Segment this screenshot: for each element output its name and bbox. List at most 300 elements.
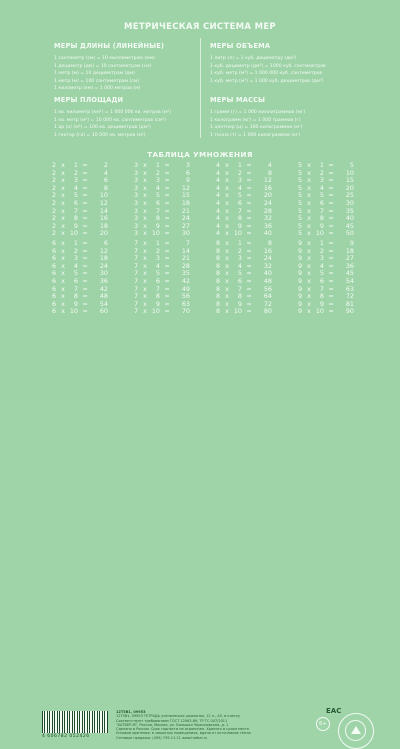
factor: 4: [215, 176, 221, 185]
times-sign: x: [225, 239, 229, 247]
equals-sign: =: [246, 221, 252, 230]
equals-sign: =: [164, 292, 170, 301]
factor: 5: [297, 183, 303, 192]
equals-sign: =: [328, 246, 334, 255]
factor: 8: [319, 292, 324, 301]
equals-sign: =: [246, 292, 252, 301]
mult-column-3: [132, 162, 202, 238]
factor: 6: [51, 261, 57, 270]
factor: 8: [73, 214, 78, 223]
factor: 1: [319, 161, 324, 169]
product: 21: [181, 206, 190, 215]
measure-line: 1 километр (км) = 1 000 метров (м): [54, 86, 141, 92]
equals-sign: =: [328, 284, 334, 293]
factor: 3: [155, 254, 160, 263]
product: 63: [181, 299, 190, 308]
mult-row: [296, 230, 366, 238]
equals-sign: =: [246, 261, 252, 270]
factor: 8: [215, 261, 221, 270]
factor: 5: [319, 269, 324, 278]
times-sign: x: [225, 199, 229, 208]
factor: 7: [133, 246, 139, 255]
equals-sign: =: [246, 183, 252, 192]
factor: 7: [73, 284, 78, 293]
seal-triangle-icon: [351, 726, 361, 734]
product: 35: [181, 269, 190, 278]
product-line: Условия хранения: в закрытых помещениях, вдали от источников тепла: [116, 731, 251, 736]
factor: 3: [155, 176, 160, 185]
times-sign: x: [61, 277, 65, 286]
times-sign: x: [225, 229, 229, 238]
factor: 9: [237, 299, 242, 308]
factor: 6: [51, 284, 57, 293]
equals-sign: =: [82, 246, 88, 255]
factor: 2: [155, 246, 160, 255]
measure-line: 1 куб. метр (м³) = 1 000 000 куб. сантиметров: [210, 71, 323, 77]
factor: 2: [51, 176, 57, 185]
equals-sign: =: [328, 299, 334, 308]
equals-sign: =: [328, 254, 334, 263]
times-sign: x: [307, 277, 311, 286]
factor: 9: [297, 284, 303, 293]
factor: 8: [215, 246, 221, 255]
factor: 3: [133, 183, 139, 192]
times-sign: x: [307, 191, 311, 200]
equals-sign: =: [246, 176, 252, 185]
product: 64: [263, 292, 272, 301]
product: 90: [345, 307, 354, 316]
product: 35: [345, 206, 354, 215]
equals-sign: =: [328, 261, 334, 270]
factor: 7: [155, 284, 160, 293]
factor: 10: [69, 229, 78, 238]
barcode-number: 4 606782 052426: [42, 734, 90, 739]
factor: 5: [297, 221, 303, 230]
equals-sign: =: [82, 254, 88, 263]
times-sign: x: [225, 221, 229, 230]
measure-line: 1 метр (м) = 100 сантиметрам (см): [54, 78, 139, 84]
factor: 5: [297, 161, 303, 169]
times-sign: x: [61, 168, 65, 177]
product: 21: [181, 254, 190, 263]
equals-sign: =: [328, 161, 334, 169]
product-line: Сделано в России. Срок годности не ограничен. Хранить в сухом месте: [116, 727, 249, 732]
factor: 5: [297, 214, 303, 223]
times-sign: x: [61, 292, 65, 301]
factor: 4: [215, 191, 221, 200]
factor: 6: [51, 254, 57, 263]
factor: 4: [237, 261, 242, 270]
product: 8: [267, 168, 272, 177]
product: 18: [99, 254, 108, 263]
equals-sign: =: [82, 191, 88, 200]
factor: 6: [237, 199, 242, 208]
times-sign: x: [225, 254, 229, 263]
times-sign: x: [307, 214, 311, 223]
times-sign: x: [307, 261, 311, 270]
mult-column-6: [50, 240, 120, 316]
times-sign: x: [143, 191, 147, 200]
equals-sign: =: [82, 176, 88, 185]
factor: 6: [73, 277, 78, 286]
equals-sign: =: [164, 176, 170, 185]
factor: 8: [215, 239, 221, 247]
product: 40: [263, 229, 272, 238]
product: 18: [99, 221, 108, 230]
product: 28: [263, 206, 272, 215]
factor: 4: [237, 183, 242, 192]
product: 14: [99, 206, 108, 215]
times-sign: x: [225, 292, 229, 301]
factor: 1: [237, 239, 242, 247]
measure-line: 1 грамм (г) = 1 000 миллиграммов (мг): [210, 110, 306, 115]
product: 36: [263, 221, 272, 230]
factor: 2: [51, 183, 57, 192]
factor: 9: [319, 221, 324, 230]
times-sign: x: [61, 199, 65, 208]
times-sign: x: [143, 246, 147, 255]
mass-measures: [210, 96, 305, 139]
factor: 9: [297, 261, 303, 270]
factor: 3: [73, 254, 78, 263]
factor: 6: [237, 277, 242, 286]
product: 15: [181, 191, 190, 200]
product: 42: [181, 277, 190, 286]
times-sign: x: [143, 261, 147, 270]
product: 50: [345, 229, 354, 238]
factor: 5: [237, 191, 242, 200]
times-sign: x: [143, 299, 147, 308]
times-sign: x: [307, 199, 311, 208]
product: 16: [263, 246, 272, 255]
equals-sign: =: [246, 161, 252, 169]
equals-sign: =: [246, 307, 252, 316]
factor: 4: [215, 214, 221, 223]
factor: 4: [319, 261, 324, 270]
factor: 1: [73, 239, 78, 247]
factor: 6: [51, 239, 57, 247]
equals-sign: =: [246, 199, 252, 208]
times-sign: x: [61, 229, 65, 238]
factor: 6: [51, 307, 57, 316]
product: 16: [99, 214, 108, 223]
times-sign: x: [225, 284, 229, 293]
times-sign: x: [143, 221, 147, 230]
product: 28: [181, 261, 190, 270]
section-divider: [200, 38, 201, 138]
product: 32: [263, 214, 272, 223]
factor: 7: [319, 284, 324, 293]
factor: 3: [319, 176, 324, 185]
equals-sign: =: [246, 229, 252, 238]
times-sign: x: [307, 269, 311, 278]
factor: 2: [51, 206, 57, 215]
factor: 8: [215, 307, 221, 316]
times-sign: x: [143, 284, 147, 293]
factor: 7: [133, 254, 139, 263]
factor: 8: [237, 214, 242, 223]
equals-sign: =: [164, 214, 170, 223]
factor: 4: [215, 199, 221, 208]
area-measures: [54, 96, 171, 139]
equals-sign: =: [164, 307, 170, 316]
equals-sign: =: [82, 199, 88, 208]
product: 24: [263, 254, 272, 263]
factor: 7: [133, 284, 139, 293]
factor: 7: [133, 307, 139, 316]
equals-sign: =: [164, 299, 170, 308]
factor: 3: [237, 176, 242, 185]
factor: 8: [155, 292, 160, 301]
equals-sign: =: [164, 246, 170, 255]
equals-sign: =: [164, 161, 170, 169]
product: 14: [181, 246, 190, 255]
measure-line: 1 ар (а) (м²) = 100 кв. дециметров (дм²): [54, 125, 151, 131]
factor: 4: [215, 168, 221, 177]
times-sign: x: [143, 214, 147, 223]
factor: 3: [133, 168, 139, 177]
factor: 9: [297, 299, 303, 308]
times-sign: x: [225, 307, 229, 316]
product: 27: [345, 254, 354, 263]
product: 54: [99, 299, 108, 308]
product: 5: [349, 161, 354, 169]
product: 3: [185, 161, 190, 169]
factor: 3: [133, 161, 139, 169]
factor: 5: [73, 269, 78, 278]
times-sign: x: [307, 239, 311, 247]
product: 20: [263, 191, 272, 200]
factor: 4: [319, 183, 324, 192]
factor: 10: [151, 229, 160, 238]
times-sign: x: [143, 168, 147, 177]
mult-row: [214, 308, 284, 316]
factor: 7: [319, 206, 324, 215]
factor: 9: [319, 299, 324, 308]
times-sign: x: [225, 277, 229, 286]
times-sign: x: [61, 269, 65, 278]
product: 15: [345, 176, 354, 185]
times-sign: x: [143, 292, 147, 301]
section-heading: МЕРЫ ДЛИНЫ (ЛИНЕЙНЫЕ): [54, 42, 165, 50]
equals-sign: =: [82, 292, 88, 301]
factor: 7: [133, 299, 139, 308]
measure-line: 1 гектар (га) = 10 000 кв. метров (м²): [54, 132, 146, 138]
times-sign: x: [225, 261, 229, 270]
factor: 6: [155, 199, 160, 208]
factor: 6: [155, 277, 160, 286]
mult-row: [296, 308, 366, 316]
equals-sign: =: [164, 239, 170, 247]
measure-line: 1 килограмм (кг) = 1 000 граммов (г): [210, 117, 301, 123]
factor: 1: [319, 239, 324, 247]
factor: 6: [51, 269, 57, 278]
times-sign: x: [225, 191, 229, 200]
factor: 2: [319, 168, 324, 177]
factor: 2: [237, 246, 242, 255]
factor: 8: [319, 214, 324, 223]
equals-sign: =: [164, 206, 170, 215]
times-sign: x: [307, 229, 311, 238]
factor: 9: [297, 239, 303, 247]
product: 4: [267, 161, 272, 169]
section-heading: МЕРЫ МАССЫ: [210, 96, 266, 104]
equals-sign: =: [82, 307, 88, 316]
equals-sign: =: [164, 183, 170, 192]
product: 48: [263, 277, 272, 286]
equals-sign: =: [82, 221, 88, 230]
factor: 7: [237, 284, 242, 293]
factor: 7: [73, 206, 78, 215]
equals-sign: =: [82, 214, 88, 223]
times-sign: x: [61, 246, 65, 255]
product: 30: [99, 269, 108, 278]
product: 30: [181, 229, 190, 238]
factor: 1: [155, 239, 160, 247]
product: 18: [181, 199, 190, 208]
times-sign: x: [225, 246, 229, 255]
mult-column-7: [132, 240, 202, 316]
product: 48: [99, 292, 108, 301]
times-sign: x: [307, 246, 311, 255]
equals-sign: =: [82, 299, 88, 308]
equals-sign: =: [328, 168, 334, 177]
factor: 5: [73, 191, 78, 200]
times-sign: x: [307, 292, 311, 301]
mult-column-9: [296, 240, 366, 316]
product-line: Оптовые продажи: (495) 739-11-11 www.hatber.ru: [116, 735, 208, 740]
factor: 10: [315, 229, 324, 238]
factor: 3: [133, 199, 139, 208]
product: 63: [345, 284, 354, 293]
factor: 4: [73, 261, 78, 270]
times-sign: x: [307, 299, 311, 308]
times-sign: x: [307, 284, 311, 293]
product: 45: [345, 269, 354, 278]
factor: 7: [133, 277, 139, 286]
volume-measures: [210, 42, 326, 85]
product: 70: [181, 307, 190, 316]
factor: 8: [215, 284, 221, 293]
equals-sign: =: [328, 183, 334, 192]
equals-sign: =: [164, 221, 170, 230]
product: 6: [103, 239, 108, 247]
eac-mark: EAC: [326, 707, 342, 715]
times-sign: x: [143, 277, 147, 286]
mult-row: [50, 230, 120, 238]
product: 81: [345, 299, 354, 308]
product: 49: [181, 284, 190, 293]
factor: 10: [233, 229, 242, 238]
length-measures: [54, 42, 164, 93]
measure-line: 1 метр (м) = 10 дециметрам (дм): [54, 71, 135, 77]
factor: 9: [297, 292, 303, 301]
times-sign: x: [61, 221, 65, 230]
factor: 9: [237, 221, 242, 230]
factor: 2: [51, 191, 57, 200]
product: 16: [263, 183, 272, 192]
factor: 1: [155, 161, 160, 169]
times-sign: x: [307, 206, 311, 215]
times-sign: x: [61, 214, 65, 223]
factor: 2: [237, 168, 242, 177]
equals-sign: =: [328, 292, 334, 301]
times-sign: x: [307, 307, 311, 316]
product: 30: [345, 199, 354, 208]
equals-sign: =: [82, 161, 88, 169]
times-sign: x: [307, 176, 311, 185]
times-sign: x: [143, 254, 147, 263]
equals-sign: =: [328, 229, 334, 238]
equals-sign: =: [328, 176, 334, 185]
times-sign: x: [143, 269, 147, 278]
equals-sign: =: [82, 183, 88, 192]
equals-sign: =: [246, 168, 252, 177]
factor: 5: [155, 191, 160, 200]
factor: 6: [319, 199, 324, 208]
factor: 2: [319, 246, 324, 255]
mult-row: [132, 230, 202, 238]
product: 25: [345, 191, 354, 200]
equals-sign: =: [164, 284, 170, 293]
equals-sign: =: [246, 284, 252, 293]
times-sign: x: [225, 168, 229, 177]
product: 36: [99, 277, 108, 286]
factor: 4: [155, 261, 160, 270]
times-sign: x: [307, 161, 311, 169]
product: 6: [185, 168, 190, 177]
factor: 4: [215, 221, 221, 230]
factor: 8: [73, 292, 78, 301]
times-sign: x: [143, 199, 147, 208]
product: 9: [185, 176, 190, 185]
measure-line: 1 куб. метр (м³) = 1 000 куб. дециметров (дм³): [210, 78, 324, 84]
product-info: [116, 710, 311, 740]
times-sign: x: [143, 239, 147, 247]
factor: 7: [133, 269, 139, 278]
factor: 10: [315, 307, 324, 316]
product: 9: [349, 239, 354, 247]
measure-line: 1 дециметр (дм) = 10 сантиметрам (см): [54, 63, 152, 69]
measure-line: 1 литр (л) = 1 куб. дециметру (дм³): [210, 56, 297, 61]
product: 12: [99, 246, 108, 255]
equals-sign: =: [246, 254, 252, 263]
factor: 3: [133, 206, 139, 215]
factor: 3: [133, 214, 139, 223]
product: 24: [99, 261, 108, 270]
measure-line: 1 кв. метр (м²) = 10 000 кв. сантиметров (см²): [54, 117, 167, 123]
equals-sign: =: [164, 199, 170, 208]
product: 20: [345, 183, 354, 192]
factor: 8: [215, 254, 221, 263]
equals-sign: =: [164, 269, 170, 278]
page-title: МЕТРИЧЕСКАЯ СИСТЕМА МЕР: [124, 22, 276, 32]
product: 7: [185, 239, 190, 247]
factor: 9: [73, 221, 78, 230]
barcode: [42, 711, 108, 733]
times-sign: x: [61, 299, 65, 308]
factor: 3: [237, 254, 242, 263]
footer: [0, 355, 400, 740]
measure-line: 1 сантиметр (см) = 10 миллиметрам (мм): [54, 56, 155, 61]
factor: 3: [133, 176, 139, 185]
equals-sign: =: [82, 277, 88, 286]
equals-sign: =: [328, 214, 334, 223]
factor: 9: [297, 246, 303, 255]
factor: 2: [51, 221, 57, 230]
factor: 3: [73, 176, 78, 185]
factor: 4: [73, 183, 78, 192]
